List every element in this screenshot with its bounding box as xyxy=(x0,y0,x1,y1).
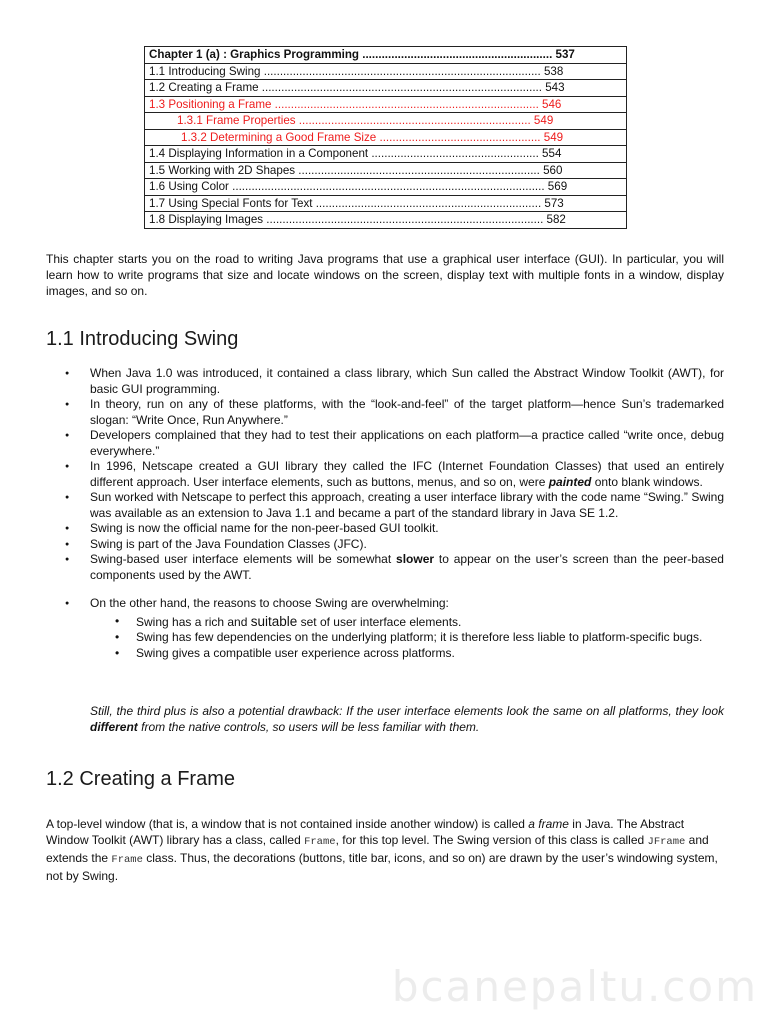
text-run: Still, the third plus is also a potential drawback: If the user interface elements look the same on all platforms, they look xyxy=(90,704,724,718)
section-heading-introducing-swing: 1.1 Introducing Swing xyxy=(46,328,239,350)
code-frame: Frame xyxy=(111,854,143,866)
text-run: to appear on the user’s screen than the peer-based components used by the AWT. xyxy=(90,552,724,582)
sub-list-item xyxy=(90,614,724,631)
text-run: , for this top level. The Swing version of this class is called xyxy=(335,833,648,847)
emphasis-different: different xyxy=(90,719,138,734)
toc-row: 1.4 Displaying Information in a Component .................................................... 554 xyxy=(145,146,626,163)
text-run: In 1996, Netscape created a GUI library they called the IFC (Internet Foundation Classes) that used an entirely different approach. User interface elements, such as buttons, menus, and so on, were xyxy=(90,459,724,489)
text-run: Swing has a rich and xyxy=(136,614,251,629)
watermark: bcanepaltu.com xyxy=(391,962,758,1011)
text-run: in Java. The Abstract Window Toolkit (AWT) library has a class, called xyxy=(46,817,685,847)
list-item: ● Sun worked with Netscape to perfect this approach, creating a user interface library with the code name “Swing.” Swing was available as an extension to Java 1.1 and became a part of the standard library in Java SE 1.2. xyxy=(46,490,724,521)
table-of-contents xyxy=(144,46,627,229)
list-item: ● Developers complained that they had to test their applications on each platform—a practice called “write once, debug everywhere.” xyxy=(46,428,724,459)
swing-bullet-list xyxy=(46,366,724,661)
drawback-note xyxy=(90,704,724,735)
emphasis-slower: slower xyxy=(396,552,435,566)
toc-row: 1.3.1 Frame Properties ........................................................................ 549 xyxy=(145,113,626,130)
text-run: Swing-based user interface elements will be somewhat xyxy=(90,552,397,566)
code-jframe: JFrame xyxy=(647,836,686,848)
code-frame: Frame xyxy=(304,836,336,848)
list-item xyxy=(46,552,724,583)
toc-row: 1.5 Working with 2D Shapes ........................................................................... 560 xyxy=(145,163,626,180)
reasons-sublist xyxy=(90,614,724,662)
emphasis-painted: painted xyxy=(548,474,592,489)
emphasis-frame: a frame xyxy=(528,817,569,831)
toc-row: 1.3 Positioning a Frame .................................................................................. 546 xyxy=(145,97,626,114)
toc-row: 1.7 Using Special Fonts for Text ...................................................................... 573 xyxy=(145,196,626,213)
list-item xyxy=(46,596,724,661)
text-run: from the native controls, so users will be less familiar with them. xyxy=(137,719,480,734)
toc-row: 1.8 Displaying Images ...................................................................................... 582 xyxy=(149,213,566,226)
list-item: ● Swing is now the official name for the non-peer-based GUI toolkit. xyxy=(46,521,724,537)
toc-row: 1.1 Introducing Swing ...................................................................................... 538 xyxy=(145,64,626,81)
toc-row: Chapter 1 (a) : Graphics Programming ........................................................... 537 xyxy=(145,47,626,64)
toc-row: 1.3.2 Determining a Good Frame Size .................................................. 549 xyxy=(145,130,626,147)
toc-row: 1.6 Using Color ................................................................................................. 569 xyxy=(145,179,626,196)
section-heading-creating-frame: 1.2 Creating a Frame xyxy=(46,768,235,790)
list-item xyxy=(46,459,724,490)
text-run: A top-level window (that is, a window that is not contained inside another window) is called xyxy=(46,817,529,831)
text-run: suitable xyxy=(250,613,298,629)
list-item: ● When Java 1.0 was introduced, it contained a class library, which Sun called the Abstract Window Toolkit (AWT), for basic GUI programming. xyxy=(46,366,724,397)
frame-paragraph xyxy=(46,816,724,884)
text-run: set of user interface elements. xyxy=(297,614,462,629)
list-item: ● In theory, run on any of these platforms, with the “look-and-feel” of the target platform—hence Sun’s trademarked slogan: “Write Once, Run Anywhere.” xyxy=(46,397,724,428)
list-item: ● Swing is part of the Java Foundation Classes (JFC). xyxy=(46,537,724,553)
text-run: On the other hand, the reasons to choose Swing are overwhelming: xyxy=(90,596,449,610)
sub-list-item: • Swing has few dependencies on the underlying platform; it is therefore less liable to platform-specific bugs. xyxy=(90,630,724,646)
intro-paragraph: This chapter starts you on the road to writing Java programs that use a graphical user interface (GUI). In particular, you will learn how to write programs that size and locate windows on the screen, display text with multiple fonts in a window, display images, and so on. xyxy=(46,252,724,298)
text-run: and extends the xyxy=(46,833,709,865)
sub-list-item: • Swing gives a compatible user experience across platforms. xyxy=(90,646,724,662)
toc-row: 1.2 Creating a Frame ....................................................................................... 543 xyxy=(145,80,626,97)
text-run: onto blank windows. xyxy=(591,474,703,489)
text-run: class. Thus, the decorations (buttons, title bar, icons, and so on) are drawn by the user’s windowing system, not by Swing. xyxy=(46,851,718,883)
